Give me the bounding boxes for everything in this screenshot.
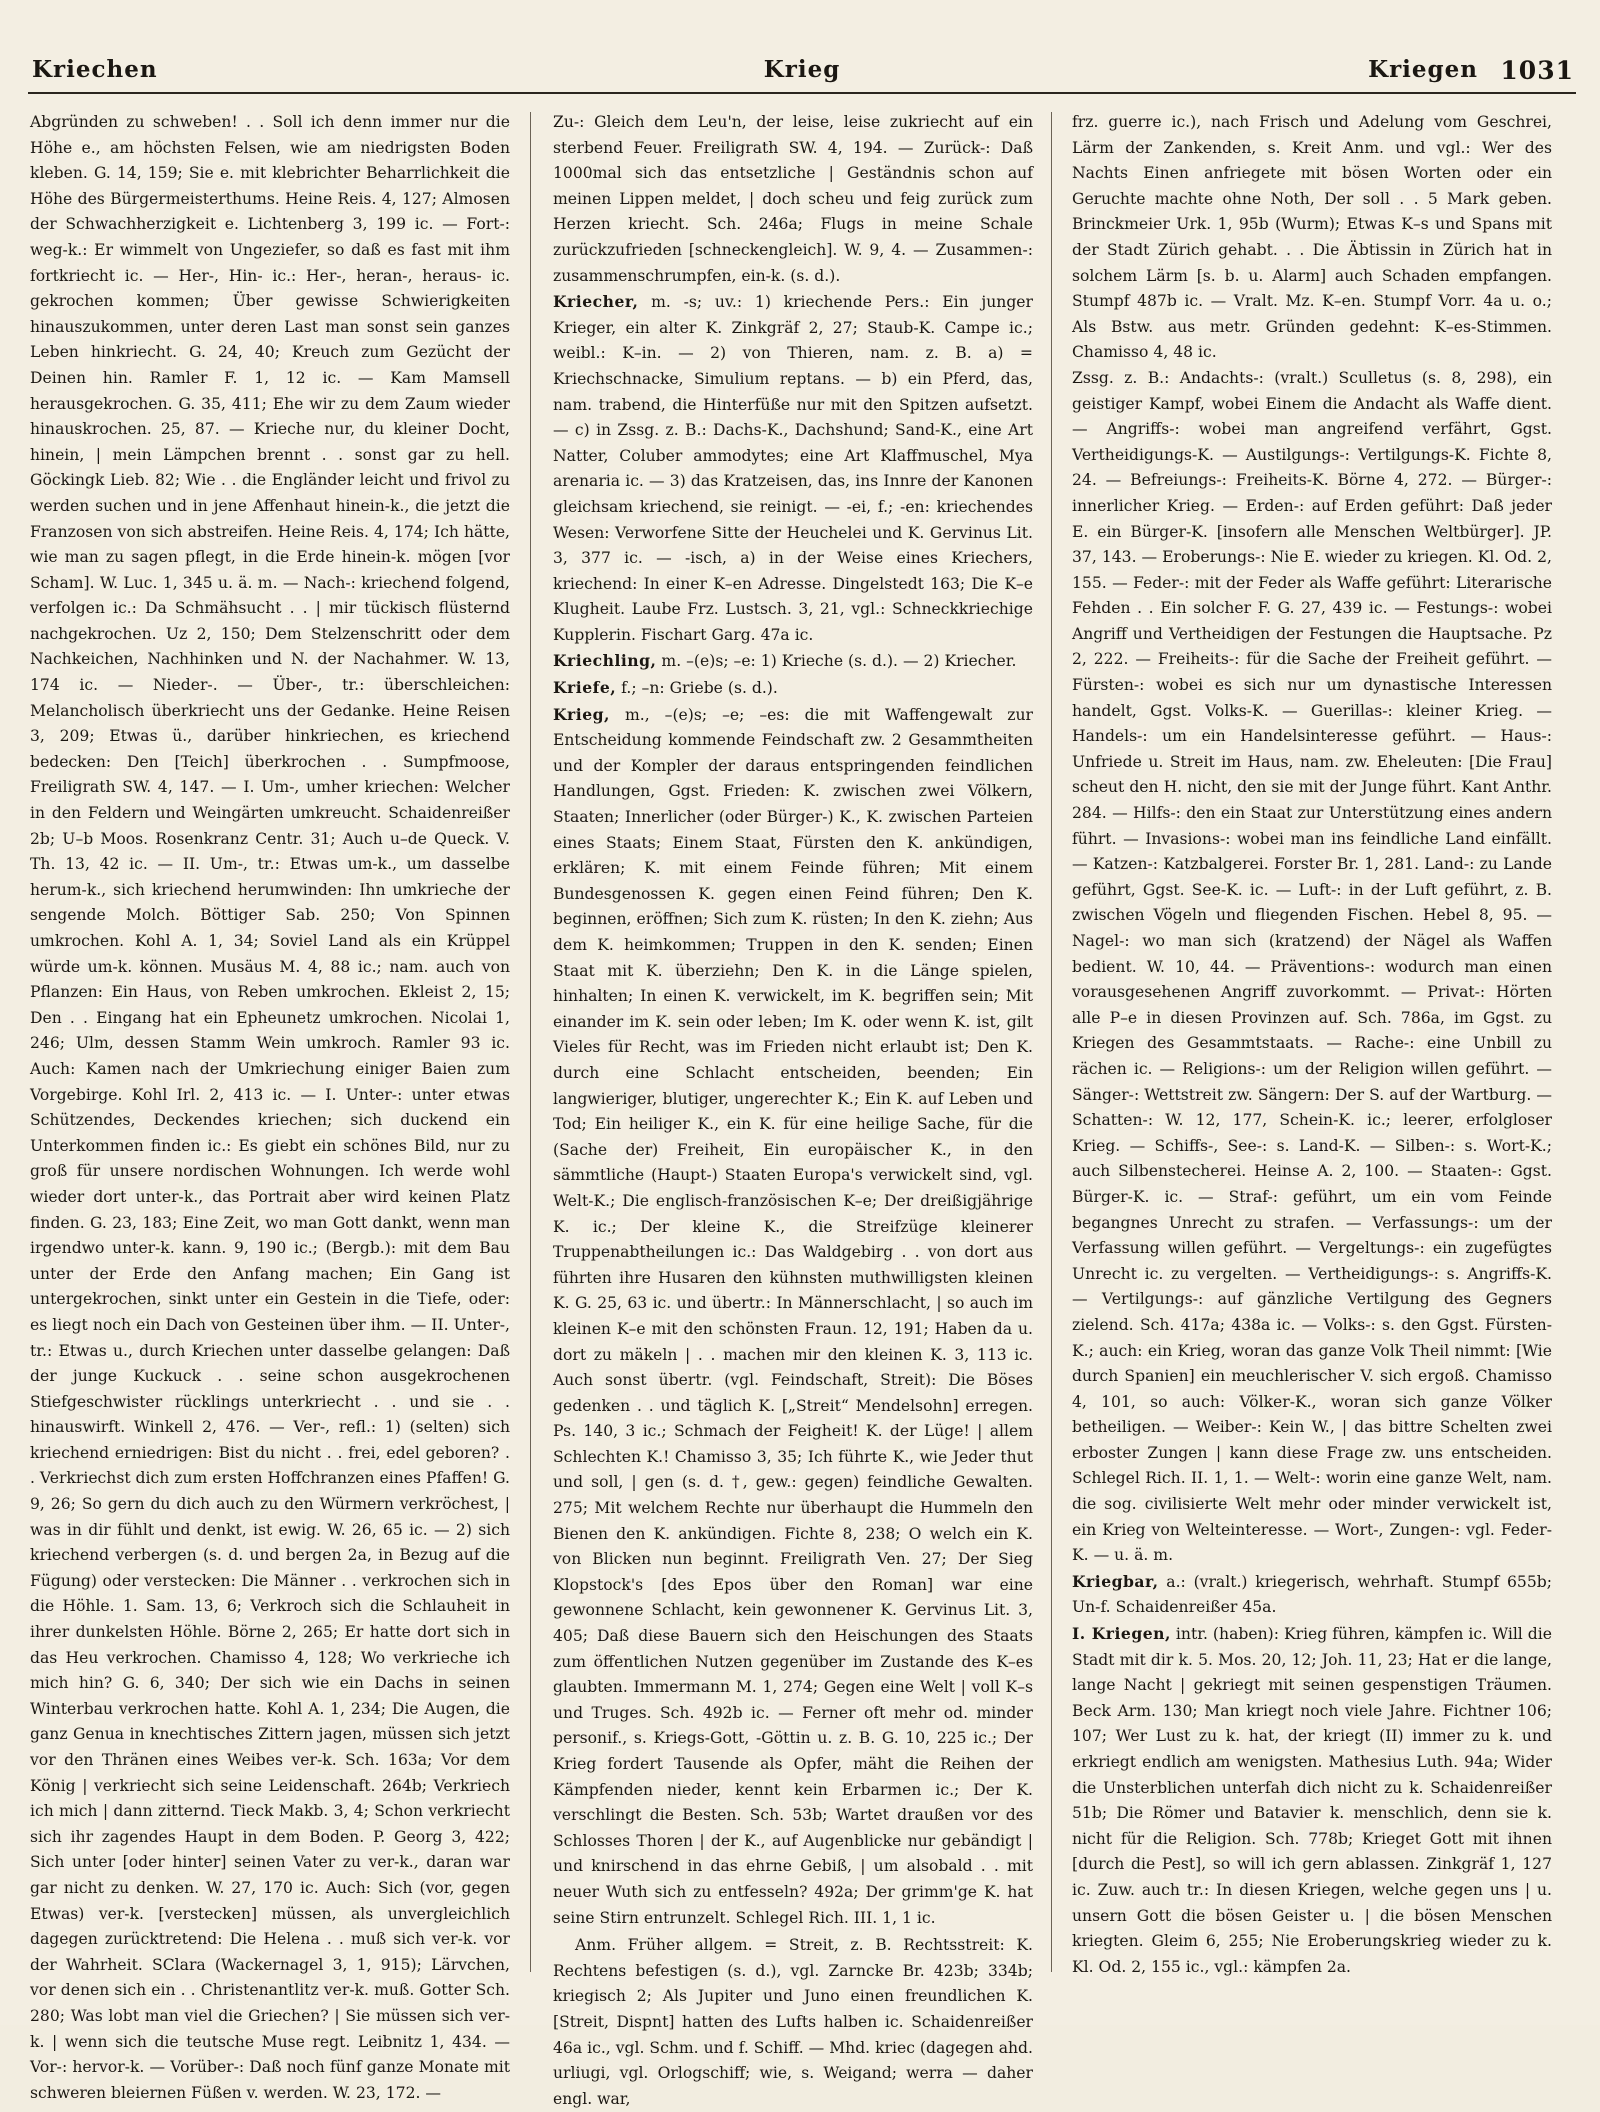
entry-continuation bbox=[30, 110, 510, 2106]
entry-text: frz. guerre ic.), nach Frisch und Adelung vom Geschrei, Lärm der Zankenden, s. Kreit Anm. und vgl.: Wer des Nachts Einen anfriegete mit bösen Worten oder ein Geruchte machte ohne Noth, Der soll . . 5 Mark geben. Brinckmeier Urk. 1, 95b (Wurm); Etwas K–s und Spans mit der Stadt Zürich gehabt. . . Die Äbtissin in Zürich hat in solchem Lärm [s. b. u. Alarm] auch Schaden empfangen. Stumpf 487b ic. — Vralt. Mz. K–en. Stumpf Vorr. 4a u. o.; Als Bstw. aus metr. Gründen gedehnt: K–es-Stimmen. Chamisso 4, 48 ic. bbox=[1072, 113, 1552, 362]
column-divider bbox=[1051, 112, 1052, 1972]
entry-text: Abgründen zu schweben! . . Soll ich denn immer nur die Höhe e., am höchsten Felsen, wie am niedrigsten Boden kleben. G. 14, 159; Sie e. mit klebrichter Beharrlichkeit die Höhe des Bürgermeisterthums. Heine Reis. 4, 127; Almosen der Schwachherzigkeit e. Lichtenberg 3, 199 ic. — Fort-: weg-k.: Er wimmelt von Ungeziefer, so daß es fast mit ihm fortkriecht ic. — Her-, Hin- ic.: Her-, heran-, heraus- ic. gekrochen kommen; Über gewisse Schwierigkeiten hinauszukommen, unter deren Last man sonst sein ganzes Leben hinkriecht. G. 24, 40; Kreuch zum Gezücht der Deinen hin. Ramler F. 1, 12 ic. — Kam Mamsell herausgekrochen. G. 35, 411; Ehe wir zu dem Zaum wieder hinauskrochen. 25, 87. — Krieche nur, du kleiner Docht, hinein, | mein Lämpchen brennt . . sonst gar zu hell. Göckingk Lieb. 82; Wie . . die Engländer leicht und frivol zu werden suchen und in jene Affenhaut hinein-k., die jetzt die Franzosen von sich abstreifen. Heine Reis. 4, 174; Ich hätte, wie man zu sagen pflegt, in die Erde hinein-k. mögen [vor Scham]. W. Luc. 1, 345 u. ä. m. — Nach-: kriechend folgend, verfolgen ic.: Da Schmähsucht . . | mir tückisch flüsternd nachgekrochen. Uz 2, 150; Dem Stelzenschritt oder dem Nachkeichen, Nachhinken und N. der Nachahmer. W. 13, 174 ic. — Nieder-. — Über-, tr.: überschleichen: Melancholisch überkriecht uns der Gedanke. Heine Reisen 3, 209; Etwas ü., darüber hinkriechen, es kriechend bedecken: Den [Teich] überkrochen . . Sumpfmoose, Freiligrath SW. 4, 147. — I. Um-, umher kriechen: Welcher in den Feldern und Weingärten umkreucht. Schaidenreißer 2b; U–b Moos. Rosenkranz Centr. 31; Auch u–de Queck. V. Th. 13, 42 ic. — II. Um-, tr.: Etwas um-k., um dasselbe herum-k., sich kriechend herumwinden: Ihn umkrieche der sengende Molch. Böttiger Sab. 250; Von Spinnen umkrochen. Kohl A. 1, 34; Soviel Land als ein Krüppel würde um-k. können. Musäus M. 4, 88 ic.; nam. auch von Pflanzen: Ein Haus, von Reben umkrochen. Ekleist 2, 15; Den . . Eingang hat ein Epheunetz umkrochen. Nicolai 1, 246; Ulm, dessen Stamm Wein umkroch. Ramler 93 ic. Auch: Kamen nach der Umkriechung einiger Baien zum Vorgebirge. Kohl Irl. 2, 413 ic. — I. Unter-: unter etwas Schützendes, Deckendes kriechen; sich duckend ein Unterkommen finden ic.: Es giebt ein schönes Bild, nur zu groß für unsere nordischen Wohnungen. Ich werde wohl wieder dort unter-k., das Portrait aber wird keinen Platz finden. G. 23, 183; Eine Zeit, wo man Gott dankt, wenn man irgendwo unter-k. kann. 9, 190 ic.; (Bergb.): mit dem Bau unter der Erde den Anfang machen; Ein Gang ist untergekrochen, sinkt unter ein Gestein in die Tiefe, oder: es liegt noch ein Dach von Gesteinen über ihm. — II. Unter-, tr.: Etwas u., durch Kriechen unter dasselbe gelangen: Daß der junge Kuckuck . . seine schon ausgekrochenen Stiefgeschwister rücklings unterkriecht . . und sie . . hinauswirft. Winkell 2, 476. — Ver-, refl.: 1) (selten) sich kriechend erniedrigen: Bist du nicht . . frei, edel geboren? . . Verkriechst dich zum ersten Hoffchranzen eines Pfaffen! G. 9, 26; So gern du dich auch zu den Würmern verkröchest, | was in dir fühlt und denkt, ist ewig. W. 26, 65 ic. — 2) sich kriechend verbergen (s. d. und bergen 2a, in Bezug auf die Fügung) oder verstecken: Die Männer . . verkrochen sich in die Höhle. 1. Sam. 13, 6; Verkroch sich die Schlauheit in ihrer dunkelsten Höhle. Börne 2, 265; Er hatte dort sich in das Heu verkrochen. Chamisso 4, 128; Wo verkrieche ich mich hin? G. 6, 340; Der sich wie ein Dachs in seinen Winterbau verkrochen hatte. Kohl A. 1, 234; Die Augen, die ganz Genua in knechtisches Zittern jagen, müssen sich jetzt vor den Thränen eines Weibes ver-k. Sch. 163a; Vor dem König | verkriecht sich seine Leidenschaft. 264b; Verkriech ich mich | dann zitternd. Tieck Makb. 3, 4; Schon verkriecht sich ihr zagendes Haupt in dem Boden. P. Georg 3, 422; Sich unter [oder hinter] seinen Vater zu ver-k., daran war gar nicht zu denken. W. 27, 170 ic. Auch: Sich (vor, gegen Etwas) ver-k. [verstecken] müssen, als unvergleichlich dagegen zurücktretend: Die Helena . . muß sich ver-k. vor der Wahrheit. SClara (Wackernagel 3, 1, 915); Lärvchen, vor denen sich ein . . Christenantlitz ver-k. muß. Gotter Sch. 280; Was lobt man viel die Griechen? | Sie müssen sich ver-k. | wenn sich die teutsche Muse regt. Leibnitz 1, 434. — Vor-: hervor-k. — Vorüber-: Daß noch fünf ganze Monate mit schweren bleiernen Füßen v. werden. W. 23, 172. — bbox=[30, 113, 510, 2102]
headword: Kriechling, bbox=[553, 651, 657, 671]
dictionary-entry bbox=[553, 648, 1033, 675]
entry-note bbox=[553, 1933, 1033, 2112]
entry-text: Zssg. z. B.: Andachts-: (vralt.) Sculletus (s. 8, 298), ein geistiger Kampf, wobei Einem die Andacht als Waffe dient. — Angriffs-: wobei man angreifend verfährt, Ggst. Vertheidigungs-K. — Austilgungs-: Vertilgungs-K. Fichte 8, 24. — Befreiungs-: Freiheits-K. Börne 4, 272. — Bürger-: innerlicher Krieg. — Erden-: auf Erden geführt: Daß jeder E. ein Bürger-K. [insofern alle Menschen Weltbürger]. JP. 37, 143. — Eroberungs-: Nie E. wieder zu kriegen. Kl. Od. 2, 155. — Feder-: mit der Feder als Waffe geführt: Literarische Fehden . . Ein solcher F. G. 27, 439 ic. — Festungs-: wobei Angriff und Vertheidigen der Festungen die Hauptsache. Pz 2, 222. — Freiheits-: für die Sache der Freiheit geführt. — Fürsten-: wobei es sich nur um dynastische Interessen handelt, Ggst. Volks-K. — Guerillas-: kleiner Krieg. — Handels-: um ein Handelsinteresse geführt. — Haus-: Unfriede u. Streit im Haus, nam. zw. Eheleuten: [Die Frau] scheut den H. nicht, den sie mit der Junge führt. Kant Anthr. 284. — Hilfs-: den ein Staat zur Unterstützung eines andern führt. — Invasions-: wobei man ins feindliche Land einfällt. — Katzen-: Katzbalgerei. Forster Br. 1, 281. Land-: zu Lande geführt, Ggst. See-K. ic. — Luft-: in der Luft geführt, z. B. zwischen Vögeln und fliegenden Fischen. Hebel 8, 95. — Nagel-: wo man sich (kratzend) der Nägel als Waffen bedient. W. 10, 44. — Präventions-: wodurch man einen vorausgesehenen Angriff zuvorkommt. — Privat-: Hörten alle P–e in diesen Provinzen auf. Sch. 786a, im Ggst. zu Kriegen des Gesammtstaats. — Rache-: eine Unbill zu rächen ic. — Religions-: um der Religion willen geführt. — Sänger-: Wettstreit zw. Sängern: Der S. auf der Wartburg. — Schatten-: W. 12, 177, Schein-K. ic.; leerer, erfolgloser Krieg. — Schiffs-, See-: s. Land-K. — Silben-: s. Wort-K.; auch Silbenstecherei. Heinse A. 2, 100. — Staaten-: Ggst. Bürger-K. ic. — Straf-: geführt, um ein vom Feinde begangnes Unrecht zu strafen. — Verfassungs-: um der Verfassung willen geführt. — Vergeltungs-: ein zugefügtes Unrecht ic. zu vergelten. — Vertheidigungs-: s. Angriffs-K. — Vertilgungs-: auf gänzliche Vertilgung des Gegners zielend. Sch. 417a; 438a ic. — Volks-: s. den Ggst. Fürsten-K.; auch: ein Krieg, woran das ganze Volk Theil nimmt: [Wie durch Spanien] ein meuchlerischer V. sich ergoß. Chamisso 4, 101, so auch: Völker-K., woran sich ganze Völker betheiligen. — Weiber-: Kein W., | das bittre Schelten zwei erboster Zungen | kann diese Frage zw. uns entscheiden. Schlegel Rich. II. 1, 1. — Welt-: worin eine ganze Welt, nam. die sog. civilisierte Welt mehr oder minder verwickelt ist, ein Krieg von Welteinteresse. — Wort-, Zungen-: vgl. Feder-K. — u. ä. m. bbox=[1072, 368, 1552, 1565]
dictionary-entry bbox=[1072, 1569, 1552, 1621]
column-divider bbox=[530, 112, 531, 1972]
header-center-guide-word: Krieg bbox=[763, 56, 841, 83]
entry-text: f.; –n: Griebe (s. d.). bbox=[616, 679, 778, 698]
entry-text: m., –(e)s; –e; –es: die mit Waffengewalt zur Entscheidung kommende Feindschaft zw. 2 Gesammtheiten und der Kompler der daraus entspringenden feindlichen Handlungen, Ggst. Frieden: K. zwischen zwei Völkern, Staaten; Innerlicher (oder Bürger-) K., K. zwischen Parteien eines Staats; Einem Staat, Fürsten den K. ankündigen, erklären; K. mit einem Feinde führen; Mit einem Bundesgenossen K. gegen einen Feind führen; Den K. beginnen, eröffnen; Sich zum K. rüsten; In den K. ziehn; Aus dem K. heimkommen; Truppen in den K. senden; Einen Staat mit K. überziehn; Den K. in die Länge spielen, hinhalten; In einen K. verwickelt, im K. begriffen sein; Mit einander im K. sein oder leben; Im K. oder wenn K. ist, gilt Vieles für Recht, was im Frieden nicht erlaubt ist; Den K. durch eine Schlacht entscheiden, beenden; Ein langwieriger, blutiger, ungerechter K.; Ein K. auf Leben und Tod; Ein heiliger K., ein K. für eine heilige Sache, für die (Sache der) Freiheit, Ein europäischer K., in den sämmtliche (Haupt-) Staaten Europa's verwickelt sind, vgl. Welt-K.; Die englisch-französischen K–e; Der dreißigjährige K. ic.; Der kleine K., die Streifzüge kleinerer Truppenabtheilungen ic.: Das Waldgebirg . . von dort aus führten ihre Husaren den kühnsten muthwilligsten kleinen K. G. 25, 63 ic. und übertr.: In Männerschlacht, | so auch im kleinen K–e mit den schönsten Fraun. 12, 191; Haben da u. dort zu mäkeln | . . machen mir den kleinen K. 3, 113 ic. Auch sonst übertr. (vgl. Feindschaft, Streit): Die Böses gedenken . . und täglich K. [„Streit“ Mendelsohn] erregen. Ps. 140, 3 ic.; Schmach der Feigheit! K. der Lüge! | allem Schlechten K.! Chamisso 3, 35; Ich führte K., wie Jeder thut und soll, | gen (s. d. †, gew.: gegen) feindliche Gewalten. 275; Mit welchem Rechte nur überhaupt die Hummeln den Bienen den K. ankündigen. Fichte 8, 238; O welch ein K. von Blicken nun beginnt. Freiligrath Ven. 27; Der Sieg Klopstock's [des Epos über den Roman] war eine gewonnene Schlacht, kein gewonnener K. Gervinus Lit. 3, 405; Daß diese Bauern sich den Heischungen des Staats zum öffentlichen Nutzen gegenüber im Zustande des K–es glaubten. Immermann M. 1, 274; Gegen eine Welt | voll K–s und Truges. Sch. 492b ic. — Ferner oft mehr od. minder personif., s. Kriegs-Gott, -Göttin u. z. B. G. 10, 225 ic.; Der Krieg fordert Tausende als Opfer, mäht die Reihen der Kämpfenden nieder, kennt kein Erbarmen ic.; Der K. verschlingt die Besten. Sch. 53b; Wartet draußen vor des Schlosses Thoren | der K., auf Augenblicke nur gebändigt | und knirschend in das ehrne Gebiß, | um alsobald . . mit neuer Wuth sich zu entfesseln? 492a; Der grimm'ge K. hat seine Stirn entrunzelt. Schlegel Rich. III. 1, 1 ic. bbox=[553, 705, 1033, 1927]
text-column-3 bbox=[1072, 110, 1552, 1990]
dictionary-entry bbox=[553, 289, 1033, 648]
dictionary-entry bbox=[553, 675, 1033, 702]
entry-continuation bbox=[553, 110, 1033, 289]
entry-continuation bbox=[1072, 366, 1552, 1569]
text-column-2 bbox=[553, 110, 1033, 2108]
entry-text: a.: (vralt.) kriegerisch, wehrhaft. Stumpf 655b; Un-f. Schaidenreißer 45a. bbox=[1072, 1572, 1552, 1617]
entry-text: intr. (haben): Krieg führen, kämpfen ic. Will die Stadt mit dir k. 5. Mos. 20, 12; Joh. 11, 23; Hat er die lange, lange Nacht | gekriegt mit seinen gespenstigen Träumen. Beck Arm. 130; Man kriegt noch viele Jahre. Fichtner 106; 107; Wer Lust zu k. hat, der kriegt (II) immer zu k. und erkriegt endlich am wenigsten. Mathesius Luth. 94a; Wider die Unsterblichen unterfah dich nicht zu k. Schaidenreißer 51b; Die Römer und Batavier k. menschlich, denn sie k. nicht für die Religion. Sch. 778b; Krieget Gott mit ihnen [durch die Pest], so will ich gern ablassen. Zinkgräf 1, 127 ic. Zuw. auch tr.: In diesen Kriegen, welche gegen uns | u. unsern Gott die bösen Geister u. | die bösen Menschen kriegten. Gleim 6, 255; Nie Eroberungskrieg wieder zu k. Kl. Od. 2, 155 ic., vgl.: kämpfen 2a. bbox=[1072, 1625, 1553, 1976]
header-left-guide-word: Kriechen bbox=[32, 56, 158, 83]
running-header bbox=[28, 56, 1576, 94]
entry-text: Anm. Früher allgem. = Streit, z. B. Rechtsstreit: K. Rechtens befestigen (s. d.), vgl. Zarncke Br. 423b; 334b; kriegisch 2; Als Jupiter und Juno einen freundlichen K. [Streit, Dispnt] hatten des Lufts halben ic. Schaidenreißer 46a ic., vgl. Schm. und f. Schiff. — Mhd. kriec (dagegen ahd. urliugi, vgl. Orlogschiff; wie, s. Weigand; werra — daher engl. war, bbox=[553, 1936, 1033, 2108]
page-number: 1031 bbox=[1500, 56, 1574, 85]
header-right-guide-word: Kriegen bbox=[1368, 56, 1478, 83]
headword: Kriefe, bbox=[553, 678, 617, 698]
dictionary-entry bbox=[553, 702, 1033, 1932]
entry-text: m. -s; uv.: 1) kriechende Pers.: Ein junger Krieger, ein alter K. Zinkgräf 2, 27; Staub-K. Campe ic.; weibl.: K–in. — 2) von Thieren, nam. z. B. a) = Kriechschnacke, Simulium reptans. — b) ein Pferd, das, nam. trabend, die Hinterfüße nur mit den Spitzen aufsetzt. — c) in Zssg. z. B.: Dachs-K., Dachshund; Sand-K., eine Art Natter, Coluber ammodytes; eine Art Klaffmuschel, Mya arenaria ic. — 3) das Kratzeisen, das, ins Innre der Kanonen gleichsam kriechend, sie reinigt. — -ei, f.; -en: kriechendes Wesen: Verworfene Sitte der Heuchelei und K. Gervinus Lit. 3, 377 ic. — -isch, a) in der Weise eines Kriechers, kriechend: In einer K–en Adresse. Dingelstedt 163; Die K–e Klugheit. Laube Frz. Lustsch. 3, 21, vgl.: Schneckkriechige Kupplerin. Fischart Garg. 47a ic. bbox=[553, 293, 1033, 644]
headword: Kriegbar, bbox=[1072, 1571, 1159, 1591]
headword: Krieg, bbox=[553, 704, 610, 724]
entry-text: Zu-: Gleich dem Leu'n, der leise, leise zukriecht auf ein sterbend Feuer. Freiligrath SW. 4, 194. — Zurück-: Daß 1000mal sich das entsetzliche | Geständnis schon auf meinen Lippen meldet, | doch scheu und feig zurück zum Herzen kriecht. Sch. 246a; Flugs in meine Schale zurückzufrieden [schneckengleich]. W. 9, 4. — Zusammen-: zusammenschrumpfen, ein-k. (s. d.). bbox=[553, 113, 1033, 285]
headword: Kriecher, bbox=[553, 292, 639, 312]
dictionary-entry bbox=[1072, 1621, 1552, 1980]
entry-continuation bbox=[1072, 110, 1552, 366]
entry-text: m. –(e)s; –e: 1) Krieche (s. d.). — 2) Kriecher. bbox=[656, 652, 1017, 671]
headword: I. Kriegen, bbox=[1072, 1624, 1171, 1644]
text-column-1 bbox=[30, 110, 510, 2102]
